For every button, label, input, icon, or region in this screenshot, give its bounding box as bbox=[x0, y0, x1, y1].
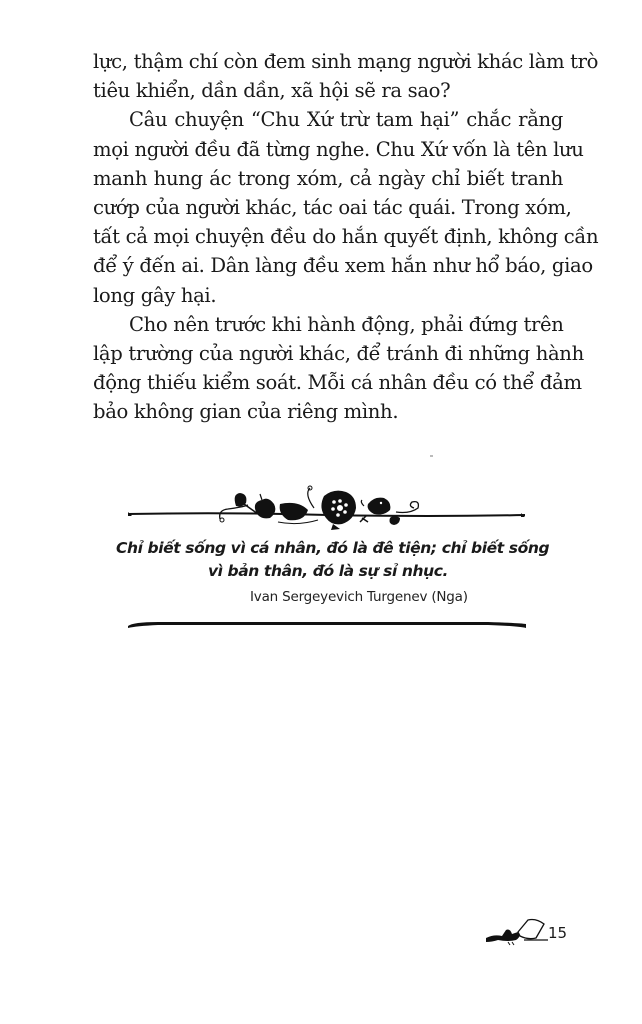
text-line: tiêu khiển, dần dần, xã hội sẽ ra sao? bbox=[93, 79, 451, 103]
quote-author: Ivan Sergeyevich Turgenev (Nga) bbox=[250, 589, 468, 605]
text-line: mọi người đều đã từng nghe. Chu Xứ vốn là tên lưu bbox=[93, 137, 584, 161]
text-line: bảo không gian của riêng mình. bbox=[93, 400, 399, 424]
text-line: lực, thậm chí còn đem sinh mạng người khác làm trò bbox=[93, 50, 599, 73]
text-line: động thiếu kiểm soát. Mỗi cá nhân đều có thể đảm bbox=[93, 371, 582, 395]
text-line: Câu chuyện “Chu Xứ trừ tam hại” chắc rằng bbox=[129, 108, 563, 132]
text-line: manh hung ác trong xóm, cả ngày chỉ biết tranh bbox=[93, 166, 563, 190]
floral-divider-icon bbox=[128, 482, 525, 532]
text-line: Cho nên trước khi hành động, phải đứng trên bbox=[129, 312, 564, 336]
epigraph-quote bbox=[116, 537, 550, 583]
quote-line-1: Chỉ biết sống vì cá nhân, đó là đê tiện; chỉ biết sống bbox=[116, 539, 550, 557]
bottom-rule bbox=[128, 618, 526, 630]
quote-line-2: vì bản thân, đó là sự sỉ nhục. bbox=[207, 562, 449, 580]
text-line: để ý đến ai. Dân làng đều xem hắn như hổ báo, giao bbox=[93, 254, 593, 278]
text-line: cướp của người khác, tác oai tác quái. Trong xóm, bbox=[93, 195, 572, 219]
text-line: tất cả mọi chuyện đều do hắn quyết định, không cần bbox=[93, 225, 599, 249]
text-line: lập trường của người khác, để tránh đi những hành bbox=[93, 341, 584, 365]
text-line: long gây hại. bbox=[93, 283, 217, 307]
body-text bbox=[93, 47, 599, 426]
print-speck bbox=[430, 455, 433, 457]
page-number: 15 bbox=[548, 924, 568, 942]
